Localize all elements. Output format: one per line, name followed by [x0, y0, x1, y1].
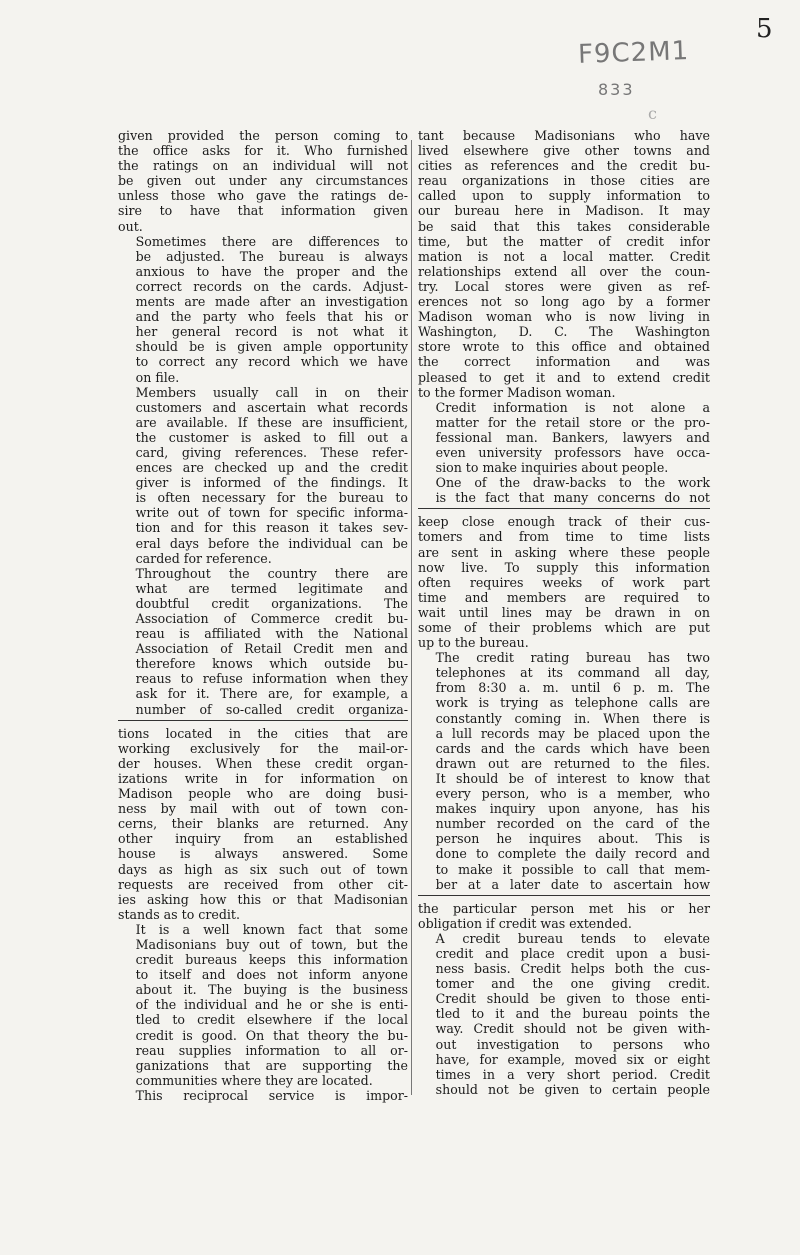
article-line: time, but the matter of credit infor [418, 233, 710, 249]
article-line: to make it possible to call that mem- [435, 861, 710, 877]
article-line: matter for the retail store or the pro- [435, 414, 710, 430]
article-line: credit bureaus keeps this information [135, 952, 408, 968]
article-line: the particular person met his or her [418, 900, 710, 916]
article-line: every person, who is a member, who [435, 786, 710, 802]
article-line: about it. The buying is the business [135, 982, 408, 998]
article-line: from 8:30 a. m. until 6 p. m. The [435, 680, 710, 696]
article-line: ganizations that are supporting the [135, 1057, 408, 1073]
article-line: are sent in asking where these people [418, 544, 710, 560]
article-line: keep close enough track of their cus- [418, 514, 710, 530]
article-line: Association of Retail Credit men and [135, 641, 408, 657]
article-line: eral days before the individual can be [135, 535, 408, 551]
article-line: time and members are required to [418, 589, 710, 605]
article-line: to correct any record which we have [135, 354, 408, 370]
article-line: called upon to supply information to [418, 188, 710, 204]
article-line: the ratings on an individual will not [118, 158, 408, 174]
article-line: It is a well known fact that some [135, 921, 408, 937]
article-line: constantly coming in. When there is [435, 710, 710, 726]
article-line: carded for reference. [135, 550, 272, 566]
article-line: her general record is not what it [135, 324, 408, 340]
article-line: doubtful credit organizations. The [135, 595, 408, 611]
article-paragraph [418, 931, 710, 1097]
article-line: izations write in for information on [118, 770, 408, 786]
article-left-column [118, 128, 408, 1103]
article-line: a lull records may be placed upon the [435, 725, 710, 741]
article-line: be said that this takes considerable [418, 218, 710, 234]
clipping-break-rule [418, 895, 710, 896]
article-paragraph [118, 566, 408, 717]
article-line: out. [118, 218, 143, 234]
article-line: of the individual and he or she is enti- [135, 997, 408, 1013]
article-line: have, for example, moved six or eight [435, 1051, 710, 1067]
article-paragraph [418, 650, 710, 892]
article-line: number recorded on the card of the [435, 816, 710, 832]
article-line: customers and ascertain what records [135, 399, 408, 415]
article-line: working exclusively for the mail-or- [118, 740, 408, 756]
article-line: work is trying as telephone calls are [435, 695, 710, 711]
article-line: therefore knows which outside bu- [135, 656, 408, 672]
article-line: It should be of interest to know that [435, 770, 710, 786]
ink-smudge: c [648, 104, 657, 123]
article-line: is often necessary for the bureau to [135, 490, 408, 506]
article-line: tion and for this reason it takes sev- [135, 520, 408, 536]
article-line: The credit rating bureau has two [435, 650, 710, 666]
article-line: store wrote to this office and obtained [418, 339, 710, 355]
page-number: 5 [756, 14, 773, 44]
article-line: the customer is asked to fill out a [135, 429, 408, 445]
article-line: erences not so long ago by a former [418, 294, 710, 310]
article-line: telephones at its command all day, [435, 665, 710, 681]
article-paragraph [118, 128, 408, 234]
clipping-break-rule [418, 508, 710, 509]
article-line: now live. To supply this information [418, 559, 710, 575]
article-paragraph [418, 514, 710, 650]
article-paragraph [418, 475, 710, 505]
article-line: Throughout the country there are [135, 565, 408, 581]
article-line: house is always answered. Some [118, 846, 408, 862]
article-paragraph [418, 901, 710, 931]
article-paragraph [118, 234, 408, 385]
article-line: der houses. When these credit organ- [118, 755, 408, 771]
article-paragraph [418, 128, 710, 400]
article-line: Sometimes there are differences to [135, 233, 408, 249]
article-line: card, giving references. These refer- [135, 444, 408, 460]
article-line: Washington, D. C. The Washington [418, 324, 710, 340]
article-line: stands as to credit. [118, 906, 240, 922]
article-line: credit and place credit upon a busi- [435, 945, 710, 961]
article-paragraph [118, 385, 408, 566]
article-line: A credit bureau tends to elevate [435, 930, 710, 946]
clipping-break-rule [118, 720, 408, 721]
article-line: makes inquiry upon anyone, has his [435, 801, 710, 817]
article-line: sion to make inquiries about people. [435, 460, 669, 476]
article-line: obligation if credit was extended. [418, 915, 632, 931]
article-line: often requires weeks of work part [418, 574, 710, 590]
article-line: tomer and the one giving credit. [435, 976, 710, 992]
article-line: the correct information and was [418, 354, 710, 370]
article-line: communities where they are located. [135, 1072, 373, 1088]
article-line: ences are checked up and the credit [135, 460, 408, 476]
article-line: anxious to have the proper and the [135, 263, 408, 279]
article-line: done to complete the daily record and [435, 846, 710, 862]
article-line: to itself and does not inform anyone [135, 967, 408, 983]
article-line: be given out under any circumstances [118, 173, 408, 189]
article-line: tled to it and the bureau points the [435, 1006, 710, 1022]
article-line: requests are received from other cit- [118, 876, 408, 892]
article-line: write out of town for specific informa- [135, 505, 408, 521]
article-line: Association of Commerce credit bu- [135, 611, 408, 626]
article-line: reau is affiliated with the National [135, 626, 408, 642]
column-separator [411, 140, 412, 1095]
article-line: pleased to get it and to extend credit [418, 369, 710, 385]
article-line: Credit information is not alone a [435, 399, 710, 415]
article-line: This reciprocal service is impor- [135, 1087, 408, 1103]
article-paragraph [118, 726, 408, 922]
catalog-code-annotation: F9C2M1 [577, 36, 690, 70]
article-line: Madisonians buy out of town, but the [135, 936, 408, 952]
article-line: tant because Madisonians who have [418, 128, 710, 143]
article-line: way. Credit should not be given with- [435, 1021, 710, 1037]
article-line: some of their problems which are put [418, 620, 710, 635]
article-line: and the party who feels that his or [135, 309, 408, 325]
article-line: sire to have that information given [118, 203, 408, 219]
article-line: tled to credit elsewhere if the local [135, 1012, 408, 1028]
article-line: unless those who gave the ratings de- [118, 188, 408, 204]
article-line: try. Local stores were given as ref- [418, 278, 710, 294]
article-line: other inquiry from an established [118, 831, 408, 847]
article-line: is the fact that many concerns do not [435, 490, 710, 506]
article-line: ber at a later date to ascertain how [435, 876, 710, 892]
article-line: wait until lines may be drawn in on [418, 604, 710, 620]
article-line: are available. If these are insufficient, [135, 414, 408, 430]
article-line: lived elsewhere give other towns and [418, 143, 710, 159]
article-line: tomers and from time to time lists [418, 529, 710, 545]
article-line: reaus to refuse information when they [135, 671, 408, 687]
article-line: should not be given to certain people [435, 1081, 710, 1097]
article-line: up to the bureau. [418, 635, 529, 651]
article-line: days as high as six such out of town [118, 861, 408, 877]
article-line: fessional man. Bankers, lawyers and [435, 429, 710, 445]
article-line: Members usually call in on their [135, 384, 408, 400]
article-line: what are termed legitimate and [135, 580, 408, 596]
article-line: even university professors have occa- [435, 444, 710, 460]
article-line: number of so-called credit organiza- [135, 701, 408, 717]
article-line: reau organizations in those cities are [418, 173, 710, 189]
article-line: drawn out are returned to the files. [435, 755, 710, 771]
article-line: on file. [135, 369, 180, 385]
article-line: Madison people who are doing busi- [118, 786, 408, 802]
article-line: the office asks for it. Who furnished [118, 143, 408, 159]
article-line: reau supplies information to all or- [135, 1042, 408, 1058]
article-paragraph [118, 922, 408, 1088]
article-line: One of the draw-backs to the work [435, 475, 710, 491]
article-line: to the former Madison woman. [418, 384, 616, 400]
article-paragraph [418, 400, 710, 475]
article-line: person he inquires about. This is [435, 831, 710, 847]
article-line: out investigation to persons who [435, 1036, 710, 1052]
article-right-column [418, 128, 710, 1097]
article-line: tions located in the cities that are [118, 725, 408, 741]
article-line: ments are made after an investigation [135, 294, 408, 310]
article-line: mation is not a local matter. Credit [418, 248, 710, 264]
article-line: correct records on the cards. Adjust- [135, 278, 408, 294]
article-line: our bureau here in Madison. It may [418, 203, 710, 219]
article-line: giver is informed of the findings. It [135, 475, 408, 491]
article-line: cities as references and the credit bu- [418, 158, 710, 174]
catalog-number-annotation: 833 [598, 80, 635, 99]
article-line: times in a very short period. Credit [435, 1066, 710, 1082]
article-line: be adjusted. The bureau is always [135, 248, 408, 264]
article-line: credit is good. On that theory the bu- [135, 1027, 408, 1043]
article-line: ness basis. Credit helps both the cus- [435, 961, 710, 977]
article-line: Credit should be given to those enti- [435, 991, 710, 1007]
article-line: ask for it. There are, for example, a [135, 686, 408, 702]
article-line: ies asking how this or that Madisonian [118, 891, 408, 907]
article-line: given provided the person coming to [118, 128, 408, 143]
article-line: cards and the cards which have been [435, 740, 710, 756]
article-line: cerns, their blanks are returned. Any [118, 816, 408, 832]
article-paragraph [118, 1088, 408, 1103]
article-line: Madison woman who is now living in [418, 309, 710, 325]
article-line: relationships extend all over the coun- [418, 263, 710, 279]
article-line: ness by mail with out of town con- [118, 801, 408, 817]
article-line: should be is given ample opportunity [135, 339, 408, 355]
